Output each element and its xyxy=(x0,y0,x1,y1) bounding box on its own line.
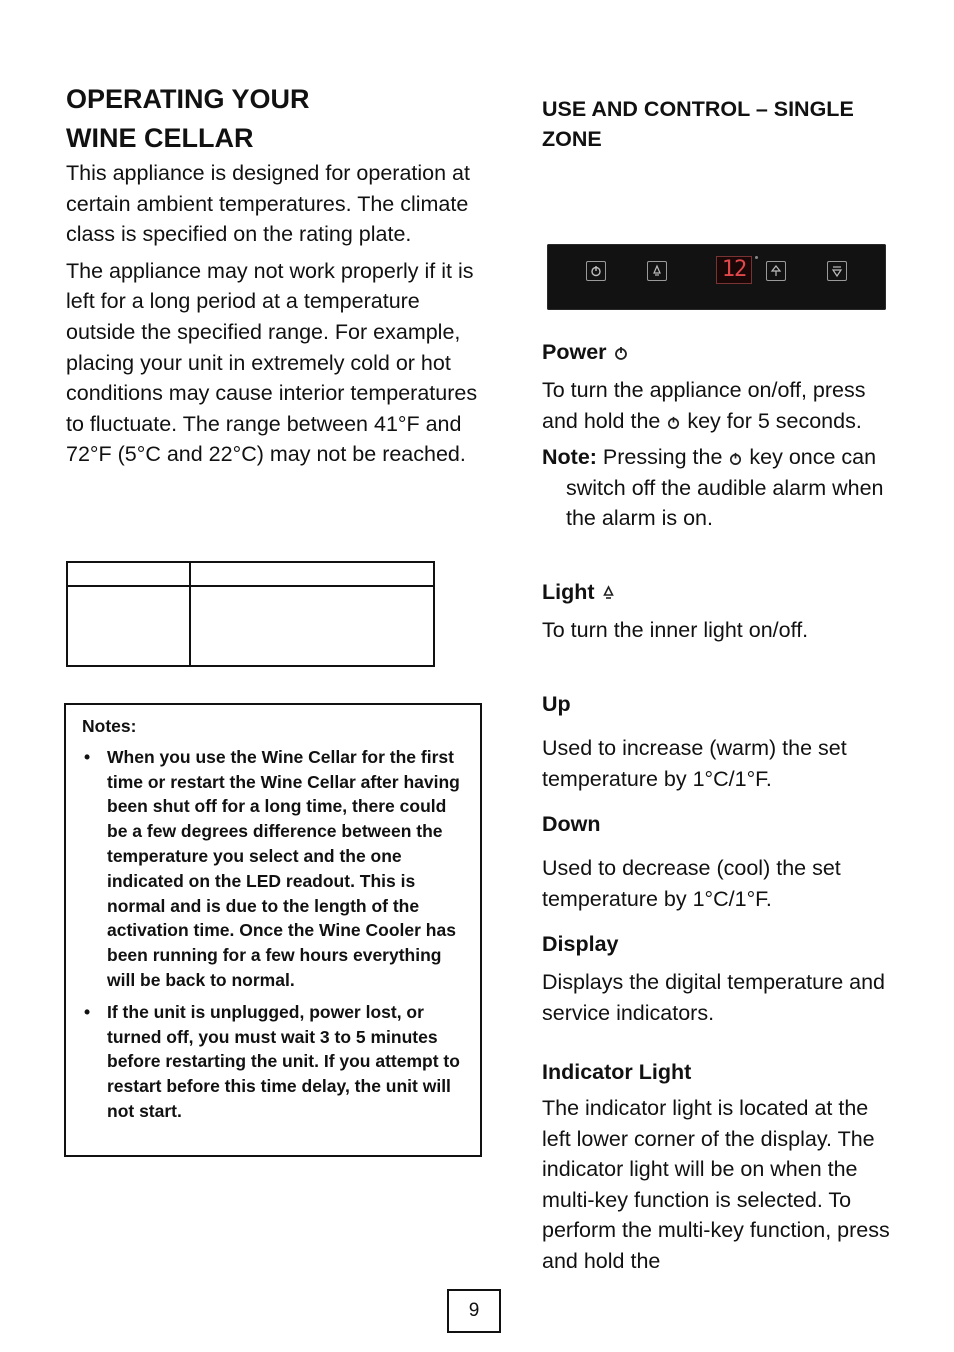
power-description xyxy=(542,375,902,436)
display-title: Display xyxy=(542,932,619,956)
page-title xyxy=(66,80,491,158)
notes-list xyxy=(82,745,464,1124)
intro-paragraph: This appliance is designed for operation at certain ambient temperatures. The climate class is specified on the rating plate. xyxy=(66,161,470,247)
power-key xyxy=(586,261,606,281)
table-divider-horizontal xyxy=(68,585,433,587)
list-item xyxy=(82,1000,464,1124)
display-description: Displays the digital temperature and service indicators. xyxy=(542,970,885,1025)
up-key xyxy=(766,261,786,281)
title-line-2: WINE CELLAR xyxy=(66,123,254,153)
bullet: • xyxy=(84,746,91,767)
note-label: Note: xyxy=(542,445,597,470)
down-key xyxy=(827,261,847,281)
light-key xyxy=(647,261,667,281)
light-icon xyxy=(601,585,616,601)
power-title-text: Power xyxy=(542,340,607,364)
power-desc-b: key for 5 seconds. xyxy=(687,408,862,433)
power-icon xyxy=(613,345,629,361)
table-divider-vertical xyxy=(189,563,191,665)
indicator-section xyxy=(542,1057,902,1277)
power-icon xyxy=(666,415,681,430)
bullet: • xyxy=(84,1001,91,1022)
indicator-title: Indicator Light xyxy=(542,1060,692,1084)
light-description: To turn the inner light on/off. xyxy=(542,618,809,642)
note-text-a: Pressing the xyxy=(602,445,723,470)
left-column xyxy=(66,80,491,470)
down-section xyxy=(542,809,902,914)
notes-title: Notes: xyxy=(82,716,137,736)
power-title xyxy=(542,337,902,367)
light-title xyxy=(542,577,902,607)
note-text: If the unit is unplugged, power lost, or turned off, you must wait 3 to 5 minutes before restarting the unit. If you attempt to restart before this time delay, the unit will not start. xyxy=(107,1001,460,1121)
section-heading: USE AND CONTROL – SINGLE ZONE xyxy=(542,97,854,151)
note-text: When you use the Wine Cellar for the first time or restart the Wine Cellar after having been shut off for a long time, there could be a few degrees difference between the temperature you select and the one indicated on the LED readout. This is normal and is due to the length of the activation time. Once the Wine Cooler has been running for a few hours everything will be back to normal. xyxy=(107,746,460,990)
power-icon xyxy=(728,451,743,466)
light-icon xyxy=(650,264,664,278)
display-section xyxy=(542,929,902,1028)
climate-class-table xyxy=(66,561,435,667)
up-title: Up xyxy=(542,692,571,716)
led-display: 12 xyxy=(716,256,752,284)
notes-box xyxy=(64,703,482,1157)
power-icon xyxy=(589,264,603,278)
note-text-b: key once can switch off the audible alarm when the alarm is on. xyxy=(566,445,884,531)
list-item xyxy=(82,745,464,993)
page-number: 9 xyxy=(447,1289,501,1333)
light-title-text: Light xyxy=(542,580,595,604)
power-desc-a: To turn the appliance on/off, press and hold the xyxy=(542,378,866,433)
light-section xyxy=(542,577,902,646)
down-description: Used to decrease (cool) the set temperature by 1°C/1°F. xyxy=(542,856,841,911)
indicator-light xyxy=(755,256,758,259)
range-paragraph: The appliance may not work properly if it is left for a long period at a temperature outside the specified range. For example, placing your unit in extremely cold or hot conditions may cause interior temperatures to fluctuate. The range between 41°F and 72°F (5°C and 22°C) may not be reached. xyxy=(66,258,478,467)
indicator-description: The indicator light is located at the left lower corner of the display. The indicator light will be on when the multi-key function is selected. To perform the multi-key function, press and hold the xyxy=(542,1096,890,1273)
right-column xyxy=(542,94,902,154)
up-description: Used to increase (warm) the set temperature by 1°C/1°F. xyxy=(542,736,847,791)
title-line-1: OPERATING YOUR xyxy=(66,84,310,114)
power-section xyxy=(542,337,902,534)
up-icon xyxy=(769,264,783,278)
down-title: Down xyxy=(542,812,601,836)
up-section xyxy=(542,689,902,794)
power-note xyxy=(542,442,902,534)
down-icon xyxy=(830,264,844,278)
